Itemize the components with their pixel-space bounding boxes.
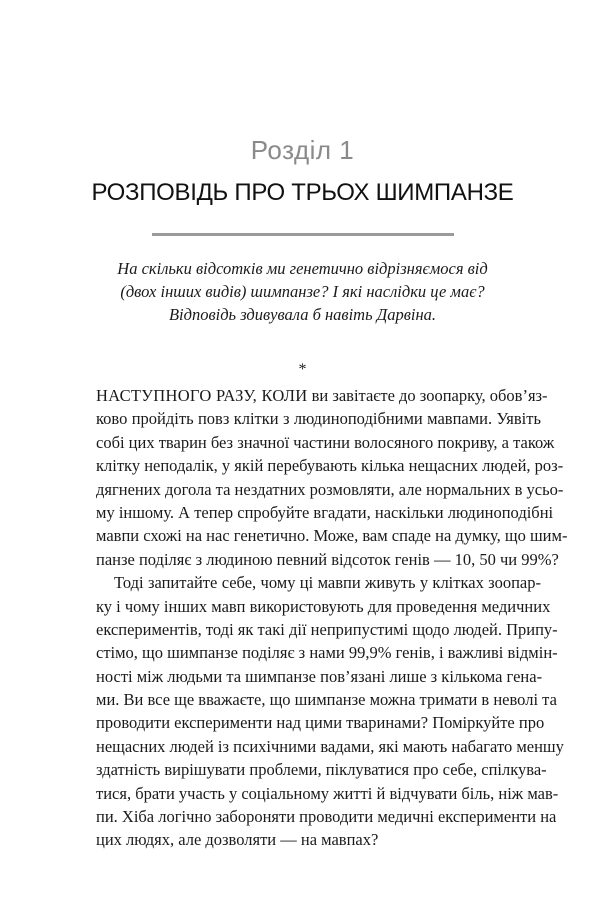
paragraph-1-text: ви завітаєте до зоопарку, обов’яз- [307, 386, 548, 405]
paragraph-2-line: нещасних людей із психічними вадами, які мають набагато меншу [96, 736, 564, 756]
paragraph-2-line: цих людях, але дозволяти — на мавпах? [96, 830, 379, 850]
paragraph-2-line: тися, брати участь у соціальному житті й відчувати біль, ніж мав- [96, 783, 559, 803]
paragraph-2-line: здатність вирішувати проблеми, піклуватися про себе, спілкува- [96, 760, 547, 780]
body-text [96, 384, 568, 852]
paragraph-1-line: собі цих тварин без значної частини волосяного покриву, а також [96, 432, 555, 452]
title-divider [152, 233, 454, 236]
paragraph-2-line: експериментів, тоді як такі дії неприпустимі щодо людей. Припу- [96, 619, 558, 639]
paragraph-1-line [96, 384, 548, 407]
paragraph-2-line: ності між людьми та шимпанзе пов’язані лише з кількома гена- [96, 666, 543, 686]
chapter-label: Розділ 1 [250, 135, 355, 165]
epigraph-line: На скільки відсотків ми генетично відрізняємося від [117, 259, 488, 278]
paragraph-1-line: клітку неподалік, у якій перебувають кілька нещасних людей, роз- [96, 456, 564, 476]
section-separator: * [298, 361, 307, 378]
paragraph-1-line: панзе поділяє з людиною певний відсоток генів — 10, 50 чи 99%? [96, 549, 559, 569]
epigraph-line: Відповідь здивувала б навіть Дарвіна. [168, 305, 437, 324]
paragraph-1-line: ково пройдіть повз клітки з людиноподібними мавпами. Уявіть [96, 409, 541, 429]
paragraph-2-line: стімо, що шимпанзе поділяє з нами 99,9% генів, і важливі відмін- [96, 643, 558, 663]
paragraph-2-line: Тоді запитайте себе, чому ці мавпи живуть у клітках зоопар- [114, 573, 541, 593]
epigraph-line: (двох інших видів) шимпанзе? І які наслідки це має? [120, 282, 485, 301]
epigraph [60, 257, 545, 326]
paragraph-2-line: ми. Ви все ще вважаєте, що шимпанзе можна тримати в неволі та [96, 690, 557, 710]
chapter-title: РОЗПОВІДЬ ПРО ТРЬОХ ШИМПАНЗЕ [91, 179, 514, 206]
paragraph-2-line: пи. Хіба логічно забороняти проводити медичні експерименти на [96, 807, 557, 827]
paragraph-1-line: му іншому. А тепер спробуйте вгадати, наскільки людиноподібні [96, 502, 554, 522]
paragraph-2-line: проводити експерименти над цими тваринами? Поміркуйте про [96, 713, 545, 733]
paragraph-2-line: ку і чому інших мавп використовують для проведення медичних [96, 596, 551, 616]
paragraph-1-line: дягнених догола та нездатних розмовляти, але нормальних в усьо- [96, 479, 564, 499]
lead-in-smallcaps: НАСТУПНОГО РАЗУ, КОЛИ [96, 386, 308, 405]
paragraph-1-line: мавпи схожі на нас генетично. Може, вам спаде на думку, що шим- [96, 526, 568, 546]
